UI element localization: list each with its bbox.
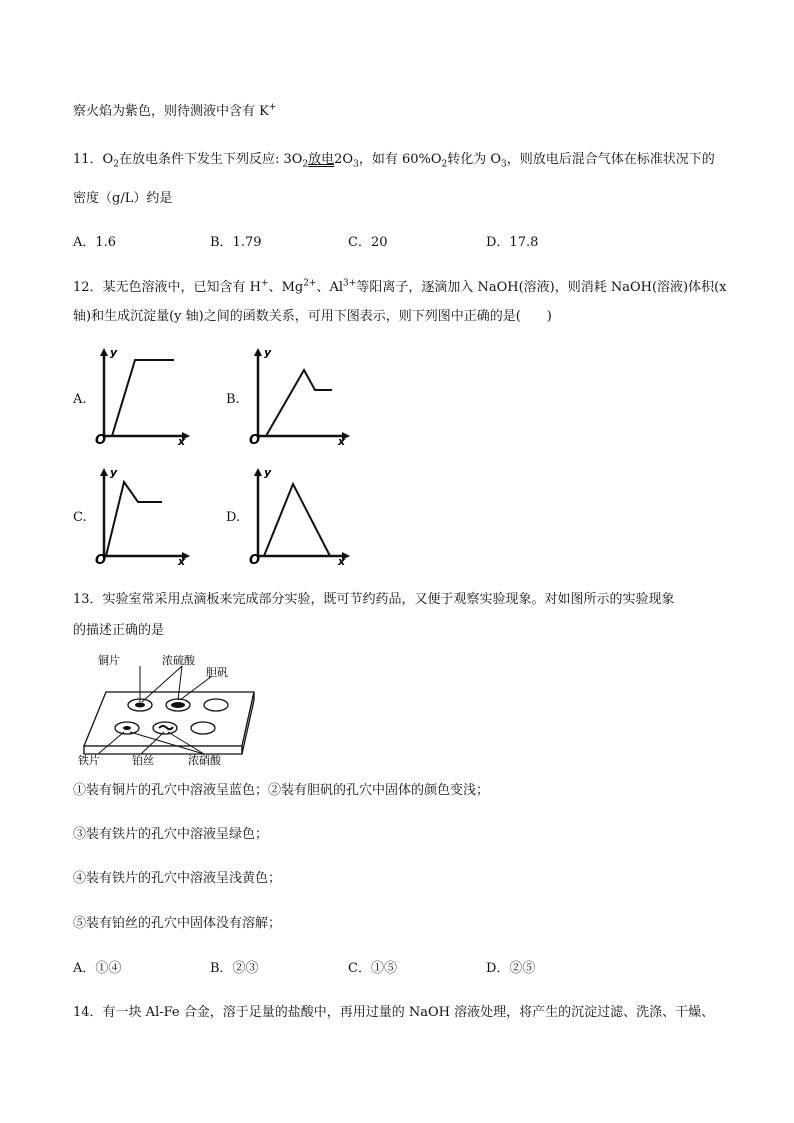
- graph-c-curve: [106, 482, 162, 556]
- q11-line2: 密度（g/L）约是: [73, 191, 173, 206]
- q12-text-a: 12．某无色溶液中，已知含有 H: [73, 280, 262, 295]
- q11-text4: 转化为 O: [447, 152, 502, 167]
- graph-d-origin-label: O: [249, 553, 261, 568]
- q12-line2: 轴)和生成沉淀量(y 轴)之间的函数关系，可用下图表示，则下列图中正确的是( ): [73, 309, 552, 324]
- q11-text1: 在放电条件下发生下列反应: 3O: [118, 152, 303, 167]
- q11-option-a[interactable]: A．1.6: [73, 235, 117, 250]
- graph-c: [92, 464, 192, 568]
- intro-line: [73, 103, 276, 121]
- graph-d-y-label: y: [264, 466, 272, 479]
- q11-text2: 2O: [334, 152, 354, 167]
- label-iron: 铁片: [78, 754, 100, 766]
- q11-sub2: 3: [353, 159, 359, 170]
- q11-o2-sub: 2: [113, 159, 119, 170]
- q11-sub3: 2: [441, 159, 448, 170]
- graph-a: [92, 344, 192, 448]
- plate-top-face: [84, 692, 254, 746]
- graph-b-y-label: y: [264, 346, 272, 359]
- graph-b-x-label: x: [338, 435, 346, 448]
- graph-d-curve: [264, 484, 330, 556]
- label-copper: 铜片: [98, 654, 120, 667]
- q13-line1: 13．实验室常采用点滴板来完成部分实验，既可节约药品，又便于观察实验现象。对如图所示的实验现象: [73, 592, 675, 607]
- well-empty-1: [204, 699, 228, 711]
- graph-b-origin-label: O: [249, 433, 261, 448]
- q11-condition: 放电: [308, 152, 335, 167]
- graph-d: [246, 464, 356, 568]
- graph-a-curve: [112, 360, 174, 436]
- graph-a-origin-label: O: [95, 433, 107, 448]
- q11-text5: ，则放电后混合气体在标准状况下的: [506, 152, 715, 167]
- q12-sep1: 、Mg: [268, 280, 304, 295]
- q13-statement-2: ③装有铁片的孔穴中溶液呈绿色；: [73, 827, 269, 842]
- q12-line1: [73, 279, 727, 297]
- q13-option-b[interactable]: B．②③: [210, 961, 259, 976]
- q12-text-b: 等阳离子，逐滴加入 NaOH(溶液)，则消耗 NaOH(溶液)体积(x: [356, 280, 727, 295]
- label-pt: 铂丝: [132, 754, 154, 766]
- q11-option-d[interactable]: D．17.8: [486, 235, 539, 250]
- spot-plate-figure: [76, 650, 276, 766]
- q13-option-c[interactable]: C．①⑤: [348, 961, 397, 976]
- q13-statement-3: ④装有铁片的孔穴中溶液呈浅黄色；: [73, 871, 282, 886]
- q13-option-d[interactable]: D．②⑤: [486, 961, 536, 976]
- graph-label-c[interactable]: C.: [73, 510, 87, 525]
- q11-line1: [73, 151, 715, 169]
- q11-option-c[interactable]: C．20: [348, 235, 388, 250]
- q11-number: 11．: [73, 152, 103, 167]
- q12-sep2: 、Al: [316, 280, 344, 295]
- q11-sub1: 2: [302, 159, 309, 170]
- graph-c-x-label: x: [178, 555, 186, 568]
- graph-c-origin-label: O: [95, 553, 107, 568]
- graph-b-curve: [266, 370, 332, 436]
- label-hno3: 浓硝酸: [188, 754, 221, 766]
- q13-option-a[interactable]: A．①④: [73, 961, 122, 976]
- intro-text: 察火焰为紫色，则待测液中含有 K: [73, 104, 269, 119]
- q13-line2: 的描述正确的是: [73, 623, 165, 638]
- q13-statement-4: ⑤装有铂丝的孔穴中固体没有溶解；: [73, 916, 282, 931]
- mg-sup: 2+: [303, 278, 317, 289]
- graph-b: [246, 344, 356, 448]
- plate-side: [84, 746, 242, 754]
- q11-sub4: 3: [501, 159, 507, 170]
- h-sup: +: [261, 278, 269, 289]
- graph-c-y-label: y: [110, 466, 118, 479]
- label-h2so4: 浓硫酸: [162, 654, 195, 667]
- graph-a-y-label: y: [110, 346, 118, 359]
- q13-statement-1: ①装有铜片的孔穴中溶液呈蓝色；②装有胆矾的孔穴中固体的颜色变浅；: [73, 783, 490, 798]
- graph-label-b[interactable]: B.: [226, 392, 240, 407]
- k-plus-sup: +: [268, 102, 277, 113]
- q11-o2: O: [102, 152, 114, 167]
- graph-label-d[interactable]: D.: [226, 510, 241, 525]
- graph-d-x-label: x: [338, 555, 346, 568]
- well-empty-2: [191, 722, 215, 734]
- q14-line1: 14．有一块 Al-Fe 合金，溶于足量的盐酸中，再用过量的 NaOH 溶液处理，将产生的沉淀过滤、洗涤、干燥、: [73, 1005, 715, 1020]
- al-sup: 3+: [343, 278, 357, 289]
- q11-text3: ，如有 60%O: [358, 152, 442, 167]
- graph-a-x-label: x: [178, 435, 186, 448]
- q11-option-b[interactable]: B．1.79: [210, 235, 262, 250]
- label-cuso4: 胆矾: [206, 666, 228, 679]
- graph-label-a[interactable]: A.: [73, 392, 87, 407]
